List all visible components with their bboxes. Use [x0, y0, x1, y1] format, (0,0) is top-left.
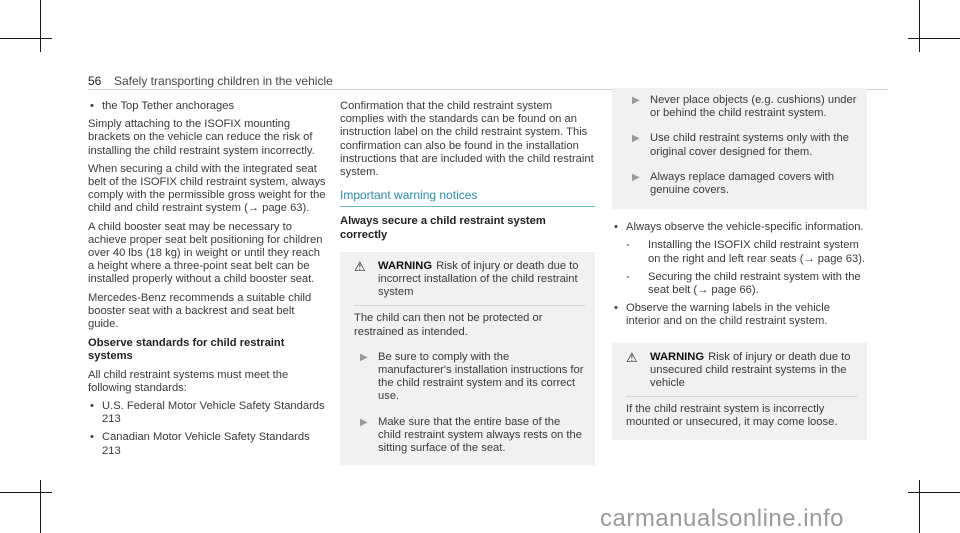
list-item — [612, 302, 867, 328]
warning-icon: ⚠ — [626, 349, 638, 365]
crop-mark — [908, 492, 960, 493]
paragraph-securing — [88, 163, 328, 216]
watermark: carmanualsonline.info — [600, 505, 844, 532]
crop-mark — [0, 492, 52, 493]
crop-mark — [40, 0, 41, 52]
bullet-icon: • — [90, 431, 94, 444]
action-item — [626, 94, 857, 120]
action-item — [626, 171, 857, 197]
sub-securing-text: Securing the child restraint system with the seat belt ( — [648, 270, 861, 297]
warning-label: WARNING — [378, 259, 433, 272]
page-reference-link[interactable]: → page 63). — [247, 202, 310, 215]
warning-header — [626, 351, 857, 398]
bullet-icon: • — [90, 400, 94, 413]
crop-mark — [919, 480, 920, 533]
page-reference-link[interactable]: → page 63). — [803, 252, 866, 265]
list-item — [88, 431, 328, 457]
warning-header — [354, 260, 585, 307]
bullet-observe-specific: Always observe the vehicle-specific information. — [626, 221, 864, 234]
heading-secure-correctly: Always secure a child restraint system correctly — [340, 215, 546, 241]
bullet-icon: • — [614, 302, 618, 315]
warning-paragraph: If the child restraint system is incorrectly mounted or unsecured, it may come loose. — [626, 403, 838, 429]
bullet-icon: • — [614, 221, 618, 234]
crop-mark — [908, 38, 960, 39]
crop-mark — [40, 480, 41, 533]
warning-box-continued — [612, 88, 867, 209]
paragraph-attaching: Simply attaching to the ISOFIX mounting brackets on the vehicle can reduce the risk of installing the child restraint system incorrectly. — [88, 118, 315, 157]
warning-text: Risk of injury or death due to unsecured child restraint systems in the vehicle — [650, 350, 851, 390]
action-replace: Always replace damaged covers with genuine covers. — [650, 170, 835, 197]
crop-mark — [0, 38, 52, 39]
bullet-top-tether: the Top Tether anchorages — [102, 100, 235, 112]
warning-paragraph: The child can then not be protected or restrained as intended. — [354, 312, 543, 338]
warning-icon: ⚠ — [354, 258, 366, 274]
warning-box — [612, 343, 867, 440]
paragraph-booster: A child booster seat may be necessary to achieve proper seat belt positioning for children over 40 lbs (18 kg) in weight or until they reach a height where a three-point seat belt can be installed properly without a child booster seat. — [88, 220, 323, 286]
arrow-icon: ▶ — [632, 171, 640, 183]
bullet-us-standard: U.S. Federal Motor Vehicle Safety Standards 213 — [102, 400, 325, 426]
crop-mark — [919, 0, 920, 52]
arrow-icon: ▶ — [632, 95, 640, 106]
paragraph-standards: All child restraint systems must meet the following standards: — [88, 368, 289, 394]
list-item — [88, 400, 328, 426]
heading-standards: Observe standards for child restraint systems — [88, 337, 285, 363]
page-reference-link[interactable]: → page 66). — [697, 284, 759, 297]
warning-label: WARNING — [650, 350, 705, 363]
column-left — [88, 100, 328, 463]
list-item — [612, 221, 867, 234]
section-title: Important warning notices — [340, 189, 595, 207]
bullet-warning-labels: Observe the warning labels in the vehicle interior and on the child restraint system. — [626, 302, 830, 328]
action-comply: Be sure to comply with the manufacturer's installation instructions for the child restraint system and its correct use. — [378, 350, 584, 403]
action-covers: Use child restraint systems only with the original cover designed for them. — [650, 132, 849, 158]
bullet-icon: • — [90, 100, 94, 112]
page-number: 56 — [88, 74, 102, 88]
bullet-canada-standard: Canadian Motor Vehicle Safety Standards 213 — [102, 431, 310, 457]
sub-installing-text: Installing the ISOFIX child restraint system on the right and left rear seats ( — [648, 239, 859, 265]
paragraph-confirmation: Confirmation that the child restraint system complies with the standards can be found on an instruction label on the child restraint system. This confirmation can also be found in the installation instructions that are included with the child restraint system. — [340, 100, 594, 179]
list-item — [88, 100, 328, 113]
action-item — [354, 416, 585, 456]
arrow-icon: ▶ — [360, 351, 368, 363]
warning-text: Risk of injury or death due to incorrect installation of the child restraint system — [378, 259, 579, 299]
sub-list-item — [624, 271, 867, 297]
running-title: Safely transporting children in the vehicle — [114, 74, 333, 88]
paragraph-mercedes: Mercedes-Benz recommends a suitable child booster seat with a backrest and seat belt guide. — [88, 291, 312, 331]
arrow-icon: ▶ — [632, 133, 640, 145]
dash-icon: - — [626, 270, 630, 283]
column-right — [612, 94, 867, 440]
paragraph-securing-text: When securing a child with the integrated seat belt of the ISOFIX child restraint system, always comply with the permissible gross weight for the child and child restraint system ( — [88, 162, 326, 215]
action-base: Make sure that the entire base of the child restraint system always rests on the sitting surface of the seat. — [378, 415, 582, 455]
action-item — [626, 132, 857, 158]
column-middle — [340, 100, 595, 465]
dash-icon: - — [626, 239, 630, 252]
action-item — [354, 351, 585, 404]
warning-box — [340, 252, 595, 465]
action-objects: Never place objects (e.g. cushions) under or behind the child restraint system. — [650, 94, 857, 120]
sub-list-item — [624, 239, 867, 265]
arrow-icon: ▶ — [360, 416, 368, 428]
